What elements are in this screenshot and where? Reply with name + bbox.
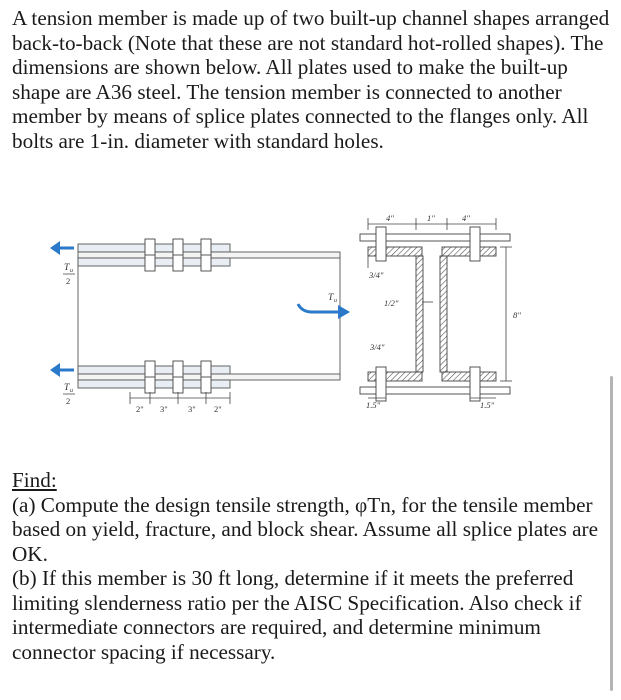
find-heading: Find: bbox=[12, 468, 57, 492]
part-b: (b) If this member is 30 ft long, determine if it meets the preferred limiting slenderness ratio per the AISC Specification. Also check if intermediate connectors are required, and determine minimum connector spacing if necessary. bbox=[12, 566, 582, 664]
dim-flange-right: 4" bbox=[462, 213, 470, 223]
svg-text:u: u bbox=[70, 388, 73, 394]
dim-flange-thickness-lower: 3/4" bbox=[370, 342, 385, 352]
svg-text:2: 2 bbox=[66, 396, 71, 406]
dim-flange-thickness: 3/4" bbox=[369, 270, 384, 280]
load-label-bottom bbox=[63, 383, 75, 406]
part-a: (a) Compute the design tensile strength, φTn, for the tensile member based on yield, fracture, and block shear. Assume all splice plates are OK. bbox=[12, 492, 598, 566]
svg-text:2: 2 bbox=[66, 276, 71, 286]
svg-text:T: T bbox=[64, 383, 70, 393]
spacing-label: 2" bbox=[136, 404, 144, 414]
dim-depth: 8" bbox=[513, 310, 521, 320]
load-label-top bbox=[63, 263, 75, 286]
plan-view bbox=[50, 239, 340, 414]
spacing-label: 3" bbox=[188, 404, 196, 414]
scrollbar[interactable] bbox=[610, 376, 613, 691]
svg-text:T: T bbox=[64, 263, 70, 273]
find-section bbox=[12, 468, 614, 664]
section-arrow bbox=[298, 304, 350, 319]
connection-figure bbox=[50, 212, 520, 427]
spacing-label: 2" bbox=[214, 404, 222, 414]
dim-edge-right: 1.5" bbox=[480, 400, 495, 410]
svg-text:u: u bbox=[70, 268, 73, 274]
spacing-label: 3" bbox=[160, 404, 168, 414]
dim-web-thickness: 1/2" bbox=[384, 298, 399, 308]
tension-arrow-top bbox=[50, 241, 74, 255]
dim-flange-left: 4" bbox=[386, 213, 394, 223]
dim-gap: 1" bbox=[427, 213, 435, 223]
tension-arrow-bottom bbox=[50, 363, 74, 377]
cross-section bbox=[360, 218, 512, 401]
section-load-sub: u bbox=[334, 298, 337, 304]
section-load-label: T bbox=[328, 293, 334, 303]
dim-edge-left: 1.5" bbox=[366, 400, 381, 410]
problem-statement: A tension member is made up of two built-up channel shapes arranged back-to-back (Note that these are not standard hot-rolled shapes). The dimensions are shown below. All plates used to make the built-up shape are A36 steel. The tension member is connected to another member by means of splice plates connected to the flanges only. All bolts are 1-in. diameter with standard holes. bbox=[12, 6, 610, 153]
